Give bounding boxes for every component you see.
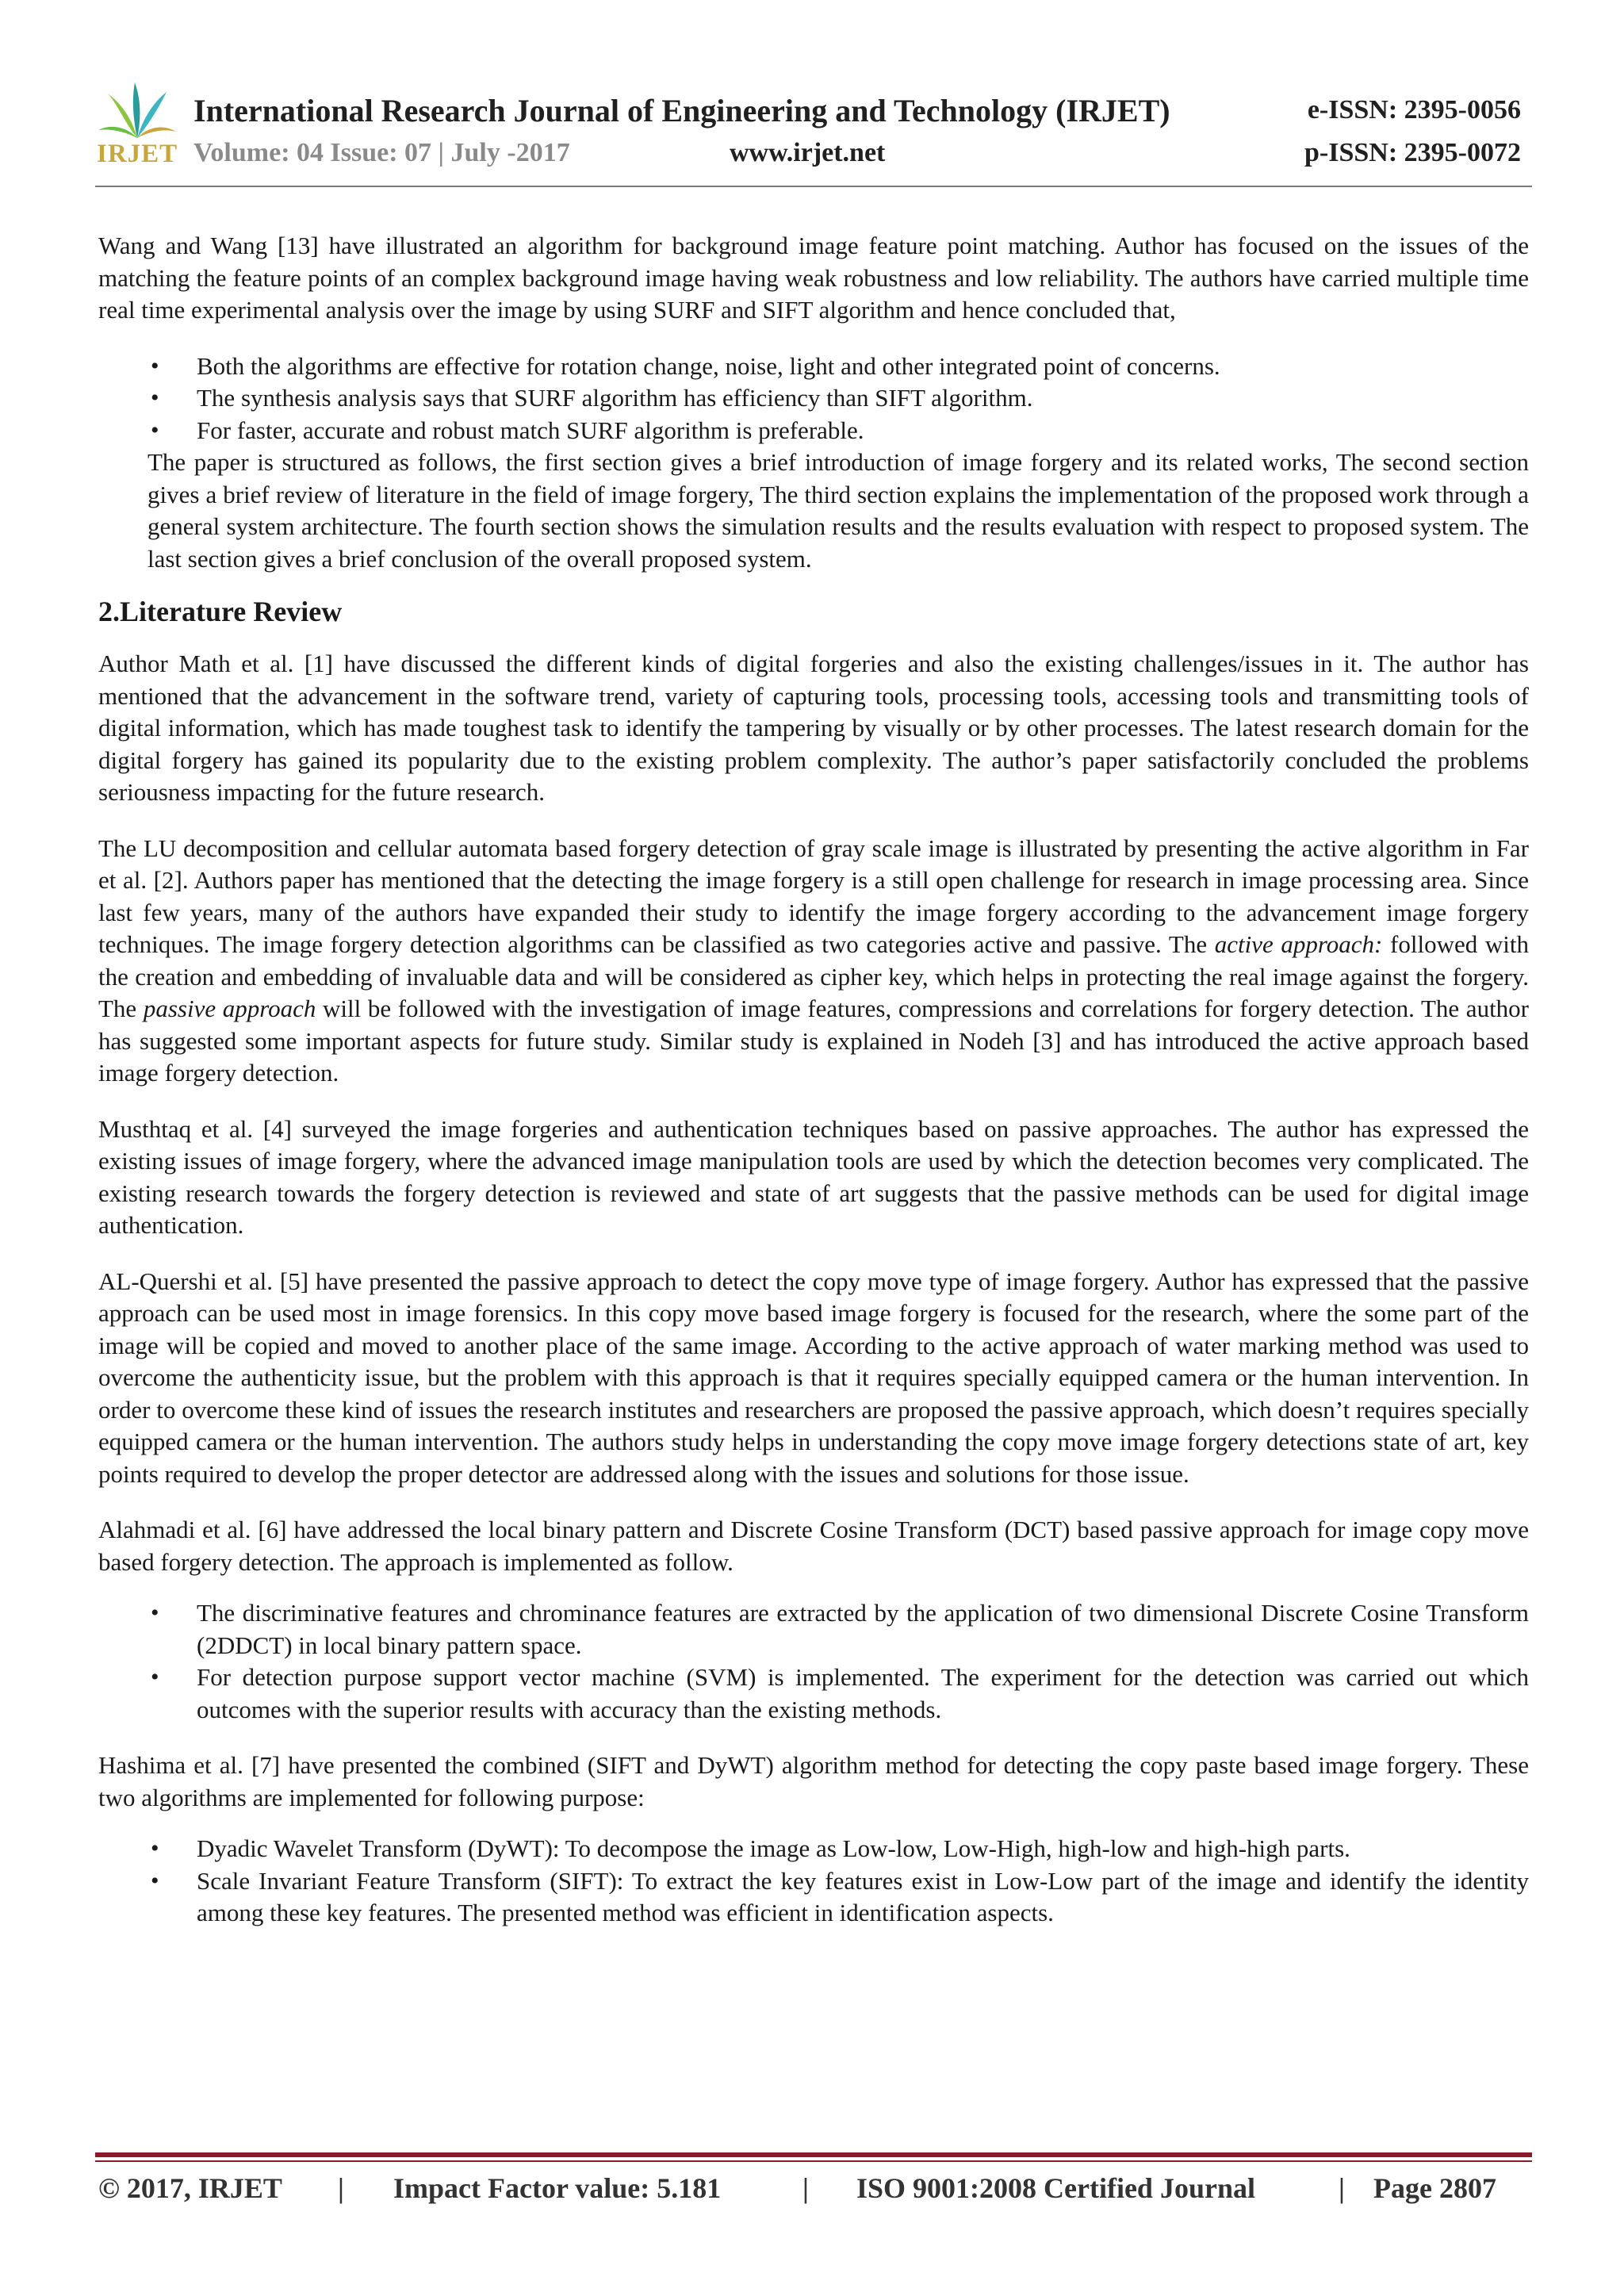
footer-iso: ISO 9001:2008 Certified Journal [856, 2172, 1255, 2204]
list-item: • The discriminative features and chrominance features are extracted by the application of two dimensional Discrete Cosine Transform (2DDCT) in local binary pattern space. [197, 1597, 1529, 1662]
page-header [0, 0, 1624, 190]
intro-paragraph: Wang and Wang [13] have illustrated an algorithm for background image feature point matching. Author has focused on the issues of the matching the feature points of an complex background image having weak robustness and low reliability. The authors have carried multiple time real time experimental analysis over the image by using SURF and SIFT algorithm and hence concluded that, [98, 232, 1529, 324]
logo-wordmark: IRJET [97, 140, 178, 168]
footer-copyright: © 2017, IRJET [98, 2172, 282, 2204]
footer-divider-thin [95, 2160, 1532, 2162]
article-body [98, 230, 1529, 1930]
list-item: • For faster, accurate and robust match SURF algorithm is preferable. [197, 415, 1529, 447]
footer-separator: | [338, 2172, 344, 2204]
active-approach-term: active approach: [1214, 930, 1383, 958]
page-footer [98, 2171, 1529, 2211]
paragraph-al-quershi: AL-Quershi et al. [5] have presented the passive approach to detect the copy move type of image forgery. Author has expressed that the passive approach can be used most in image forensics. In this copy move based image forgery is focused for the research, where the some part of the image will be copied and moved to another place of the same image. According to the active approach of water marking method was used to overcome the authenticity issue, but the problem with this approach is that it requires specially equipped camera or the human intervention. In order to overcome these kind of issues the research institutes and researchers are proposed the passive approach, which doesn’t requires specially equipped camera or the human intervention. The authors study helps in understanding the copy move image forgery detections state of art, key points required to develop the proper detector are addressed along with the issues and solutions for those issue. [98, 1267, 1529, 1488]
paragraph-text: followed with the creation and embedding of invaluable data and will be considered as cipher key, which helps in protecting the real image against the forgery. The [98, 930, 1530, 1022]
footer-divider-thick [95, 2152, 1532, 2157]
list-item: • Both the algorithms are effective for rotation change, noise, light and other integrated point of concerns. [197, 351, 1529, 383]
hashima-bullet-list [98, 1833, 1529, 1930]
footer-separator: | [802, 2172, 809, 2204]
journal-title: International Research Journal of Engineering and Technology (IRJET) [193, 93, 1170, 128]
header-divider [95, 186, 1532, 187]
list-item: • The synthesis analysis says that SURF algorithm has efficiency than SIFT algorithm. [197, 382, 1529, 415]
paragraph-text: The LU decomposition and cellular automata based forgery detection of gray scale image is illustrated by presenting the active algorithm in Far et al. [2]. Authors paper has mentioned that the detecting the image forgery is a still open challenge for research in image processing area. Since last few years, many of the authors have expanded their study to identify the image forgery according to the advancement image forgery techniques. The image forgery detection algorithms can be classified as two categories active and passive. The [98, 834, 1529, 958]
footer-separator: | [1339, 2172, 1345, 2204]
alahmadi-bullet-list [98, 1597, 1529, 1726]
passive-approach-term: passive approach [143, 995, 316, 1022]
paragraph-text: will be followed with the investigation of image features, compressions and correlations for forgery detection. The author has suggested some important aspects for future study. Similar study is explained in Nodeh [3] and has introduced the active approach based image forgery detection. [98, 995, 1530, 1087]
footer-page-number: Page 2807 [1373, 2172, 1496, 2204]
paragraph-alahmadi: Alahmadi et al. [6] have addressed the local binary pattern and Discrete Cosine Transform (DCT) based passive approach for image copy move based forgery detection. The approach is implemented as follow. [98, 1516, 1529, 1576]
intro-bullet-list [98, 351, 1529, 447]
list-item: • For detection purpose support vector machine (SVM) is implemented. The experiment for the detection was carried out which outcomes with the superior results with accuracy than the existing methods. [197, 1662, 1529, 1726]
section-heading: 2.Literature Review [98, 596, 343, 627]
journal-website[interactable]: www.irjet.net [730, 138, 886, 167]
footer-impact-factor: Impact Factor value: 5.181 [393, 2172, 722, 2204]
paper-structure-paragraph: The paper is structured as follows, the first section gives a brief introduction of image forgery and its related works, The second section gives a brief review of literature in the field of image forgery, The third section explains the implementation of the proposed work through a general system architecture. The fourth section shows the simulation results and the results evaluation with respect to proposed system. The last section gives a brief conclusion of the overall proposed system. [147, 448, 1529, 573]
paragraph-far [98, 833, 1529, 1090]
e-issn: e-ISSN: 2395-0056 [1307, 95, 1521, 125]
paragraph-musthtaq: Musthtaq et al. [4] surveyed the image forgeries and authentication techniques based on passive approaches. The author has expressed the existing issues of image forgery, where the advanced image manipulation tools are used by which the detection becomes very complicated. The existing research towards the forgery detection is reviewed and state of art suggests that the passive methods can be used for digital image authentication. [98, 1114, 1529, 1239]
p-issn: p-ISSN: 2395-0072 [1304, 138, 1521, 167]
list-item: • Dyadic Wavelet Transform (DyWT): To decompose the image as Low-low, Low-High, high-low and high-high parts. [197, 1833, 1529, 1865]
paragraph-hashima: Hashima et al. [7] have presented the combined (SIFT and DyWT) algorithm method for detecting the copy paste based image forgery. These two algorithms are implemented for following purpose: [98, 1751, 1529, 1811]
paragraph-math: Author Math et al. [1] have discussed the different kinds of digital forgeries and also the existing challenges/issues in it. The author has mentioned that the advancement in the software trend, variety of capturing tools, processing tools, accessing tools and transmitting tools of digital information, which has made toughest task to identify the tampering by visually or by other processes. The latest research domain for the digital forgery has gained its popularity due to the existing problem complexity. The author’s paper satisfactorily concluded the problems seriousness impacting for the future research. [98, 650, 1529, 806]
list-item: • Scale Invariant Feature Transform (SIFT): To extract the key features exist in Low-Low part of the image and identify the identity among these key features. The presented method was efficient in identification aspects. [197, 1865, 1529, 1930]
volume-issue: Volume: 04 Issue: 07 | July -2017 [193, 138, 570, 167]
